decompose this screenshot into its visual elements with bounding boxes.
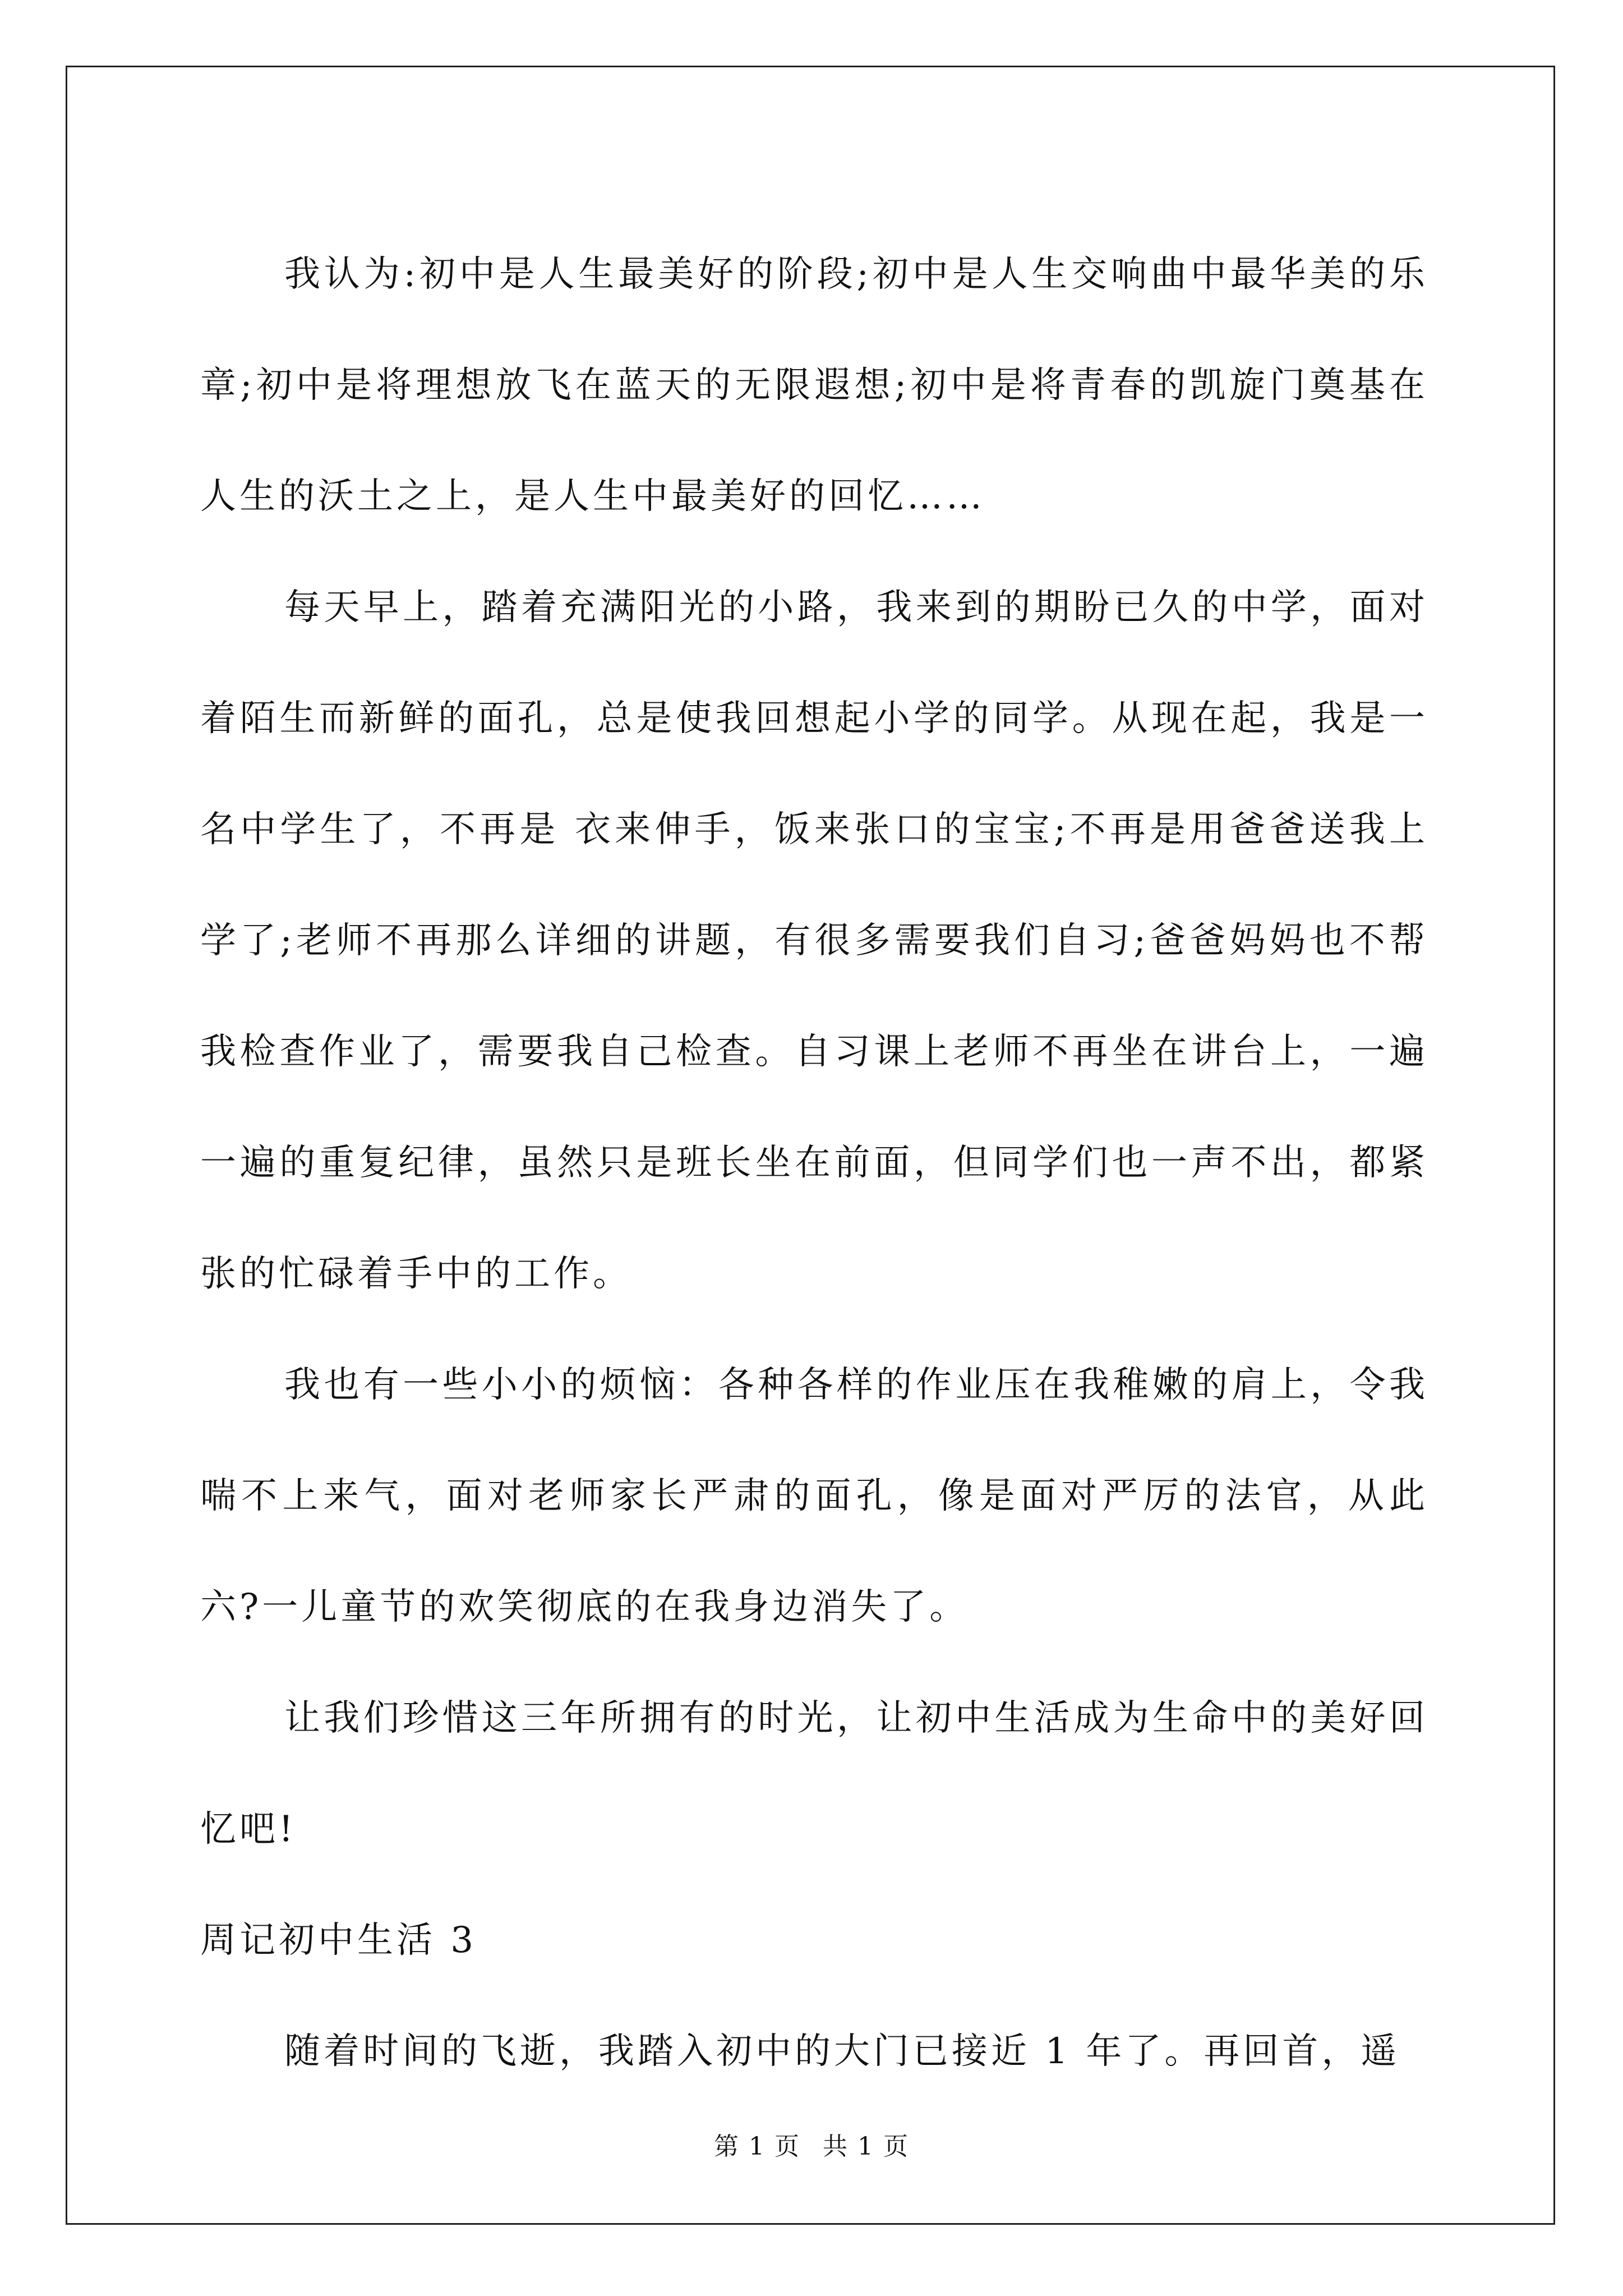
page-total: 共 1 页 bbox=[823, 2132, 909, 2161]
paragraph-4: 让我们珍惜这三年所拥有的时光，让初中生活成为生命中的美好回忆吧! bbox=[200, 1697, 1428, 1850]
paragraph-1: 我认为:初中是人生最美好的阶段;初中是人生交响曲中最华美的乐章;初中是将理想放飞在蓝天的无限遐想;初中是将青春的凯旋门奠基在人生的沃土之上，是人生中最美好的回忆…… bbox=[200, 254, 1428, 517]
paragraph-5: 随着时间的飞逝，我踏入初中的大门已接近 1 年了。再回首，遥 bbox=[284, 2031, 1400, 2072]
page-number: 第 1 页 bbox=[714, 2132, 800, 2161]
section-heading: 周记初中生活 3 bbox=[200, 1920, 477, 1961]
document-body bbox=[200, 219, 1428, 2107]
paragraph-3: 我也有一些小小的烦恼：各种各样的作业压在我稚嫩的肩上，令我喘不上来气，面对老师家长严肃的面孔，像是面对严厉的法官，从此六?一儿童节的欢笑彻底的在我身边消失了。 bbox=[200, 1364, 1428, 1628]
page-footer bbox=[0, 2126, 1623, 2162]
paragraph-2: 每天早上，踏着充满阳光的小路，我来到的期盼已久的中学，面对着陌生而新鲜的面孔，总是使我回想起小学的同学。从现在起，我是一名中学生了，不再是 衣来伸手，饭来张口的宝宝;不再是用爸爸送我上学了;老师不再那么详细的讲题，有很多需要我们自习;爸爸妈妈也不帮我检查作业了，需要我自己检查。自习课上老师不再坐在讲台上，一遍一遍的重复纪律，虽然只是班长坐在前面，但同学们也一声不出，都紧张的忙碌着手中的工作。 bbox=[200, 587, 1428, 1295]
